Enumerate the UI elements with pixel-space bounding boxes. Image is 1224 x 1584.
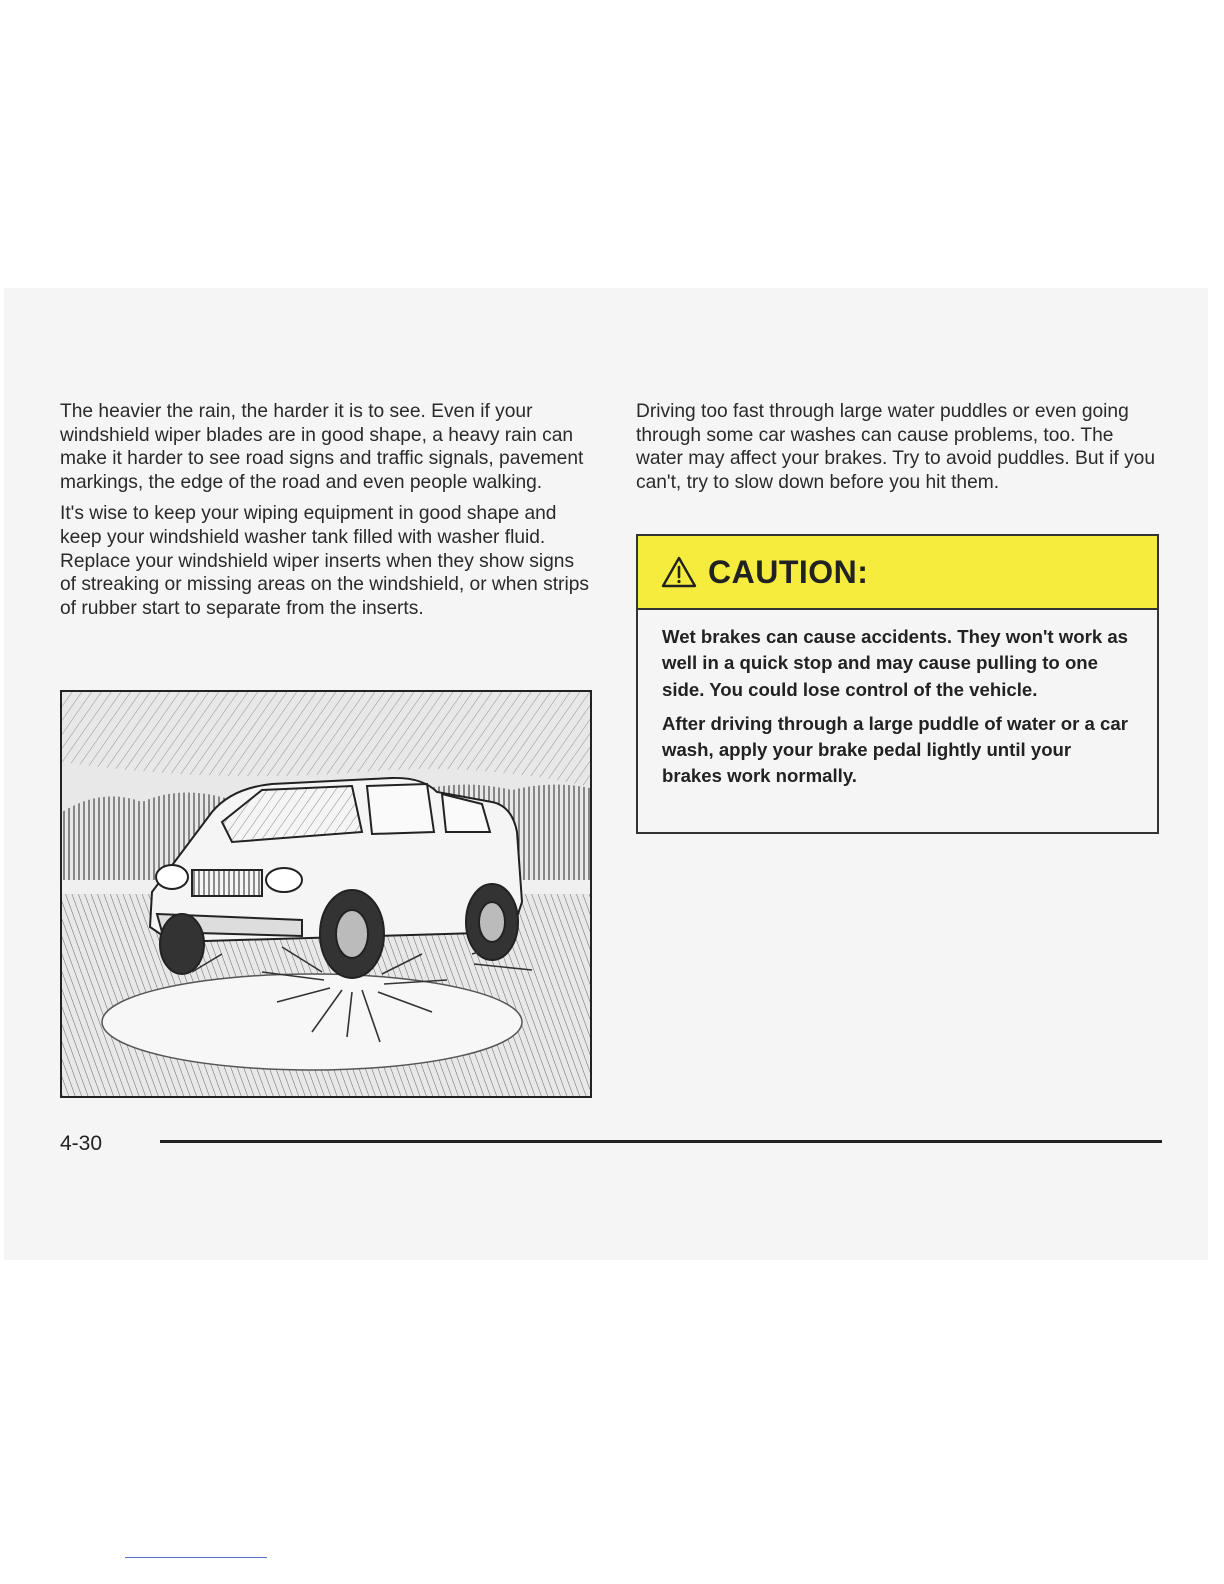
wiper-maintenance-paragraph: It's wise to keep your wiping equipment in good shape and keep your windshield washer tank filled with washer fluid. Replace your windshield wiper inserts when they show signs of streaking or missing areas on the windshield, or when strips of rubber start to separate from the inserts.	[60, 503, 589, 619]
right-column	[636, 400, 1156, 494]
caution-header	[638, 536, 1157, 610]
left-column	[60, 400, 595, 628]
caution-label: CAUTION:	[708, 553, 869, 590]
suv-puddle-illustration	[60, 690, 592, 1098]
caution-text-after-puddle: After driving through a large puddle of water or a car wash, apply your brake pedal lightly until your brakes work normally.	[662, 712, 1128, 787]
puddles-paragraph: Driving too fast through large water puddles or even going through some car washes can cause problems, too. The water may affect your brakes. Try to avoid puddles. But if you can't, try to slow down before you hit them.	[636, 401, 1156, 493]
page-number: 4-30	[60, 1132, 103, 1155]
caution-body	[638, 610, 1157, 790]
rain-visibility-paragraph: The heavier the rain, the harder it is to see. Even if your windshield wiper blades are in good shape, a heavy rain can make it harder to see road signs and traffic signals, pavement markings, the edge of the road and even people walking.	[60, 401, 584, 493]
caution-text-wet-brakes: Wet brakes can cause accidents. They won't work as well in a quick stop and may cause pulling to one side. You could lose control of the vehicle.	[662, 626, 1129, 700]
bottom-underline	[125, 1557, 267, 1558]
caution-box	[636, 534, 1159, 834]
footer-divider	[160, 1140, 1162, 1143]
warning-triangle-icon	[660, 555, 698, 589]
